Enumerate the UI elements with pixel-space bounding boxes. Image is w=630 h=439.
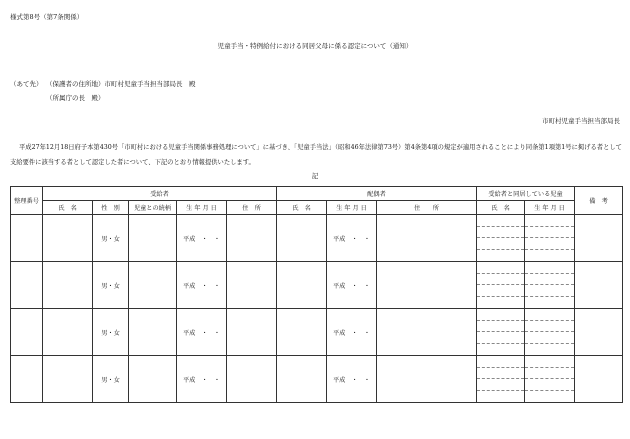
cell-haigu-address[interactable] [377,215,477,262]
cell-jukyu-birth[interactable]: 平成 ・ ・ [177,215,227,262]
cell-haigu-birth[interactable]: 平成 ・ ・ [327,262,377,309]
cell-jukyu-birth[interactable]: 平成 ・ ・ [177,262,227,309]
body-paragraph: 平成27年12月18日府子本第430号「市町村における児童手当関係事務処理について」に基づき、「児童手当法」（昭和46年法律第73号）第4条第4項の規定が適用されることにより同条第1項第1号に掲げる者として支給要件に該当する者として認定した者について、下記のとおり情報提供いたします。 [10,144,622,166]
header-child: 受給者と同居している児童 [477,187,575,201]
cell-haigu-name[interactable] [277,262,327,309]
table-row [11,262,623,309]
header-haigu: 配偶者 [277,187,477,201]
cell-haigu-name[interactable] [277,309,327,356]
header-jukyu-relation: 児童との続柄 [129,201,177,215]
cell-child-birth[interactable] [525,215,575,262]
cell-jukyu-sex[interactable]: 男・女 [93,262,129,309]
cell-jukyu-name[interactable] [43,215,93,262]
cell-jukyu-address[interactable] [227,215,277,262]
cell-biko[interactable] [575,215,623,262]
sender: 市町村児童手当担当部局長 [542,117,620,125]
header-biko: 備 考 [575,187,623,215]
table-row [11,309,623,356]
header-haigu-name: 氏 名 [277,201,327,215]
addressee-line-2: （所属庁の長 殿） [46,94,105,102]
header-child-birth: 生 年 月 日 [525,201,575,215]
table-row [11,356,623,403]
cell-seiri[interactable] [11,309,43,356]
header-haigu-address: 住 所 [377,201,477,215]
header-haigu-birth: 生 年 月 日 [327,201,377,215]
form-number: 様式第8号（第7条関係） [10,13,84,21]
cell-child-name[interactable] [477,309,525,356]
cell-haigu-address[interactable] [377,309,477,356]
header-jukyu: 受給者 [43,187,277,201]
ki-heading: 記 [311,172,319,180]
cell-haigu-name[interactable] [277,215,327,262]
cell-jukyu-address[interactable] [227,309,277,356]
cell-jukyu-birth[interactable]: 平成 ・ ・ [177,356,227,403]
cell-jukyu-name[interactable] [43,356,93,403]
cell-jukyu-relation[interactable] [129,356,177,403]
cell-child-name[interactable] [477,215,525,262]
header-jukyu-name: 氏 名 [43,201,93,215]
header-jukyu-sex: 性 別 [93,201,129,215]
cell-seiri[interactable] [11,215,43,262]
header-jukyu-birth: 生 年 月 日 [177,201,227,215]
cell-seiri[interactable] [11,262,43,309]
cell-jukyu-relation[interactable] [129,262,177,309]
cell-haigu-birth[interactable]: 平成 ・ ・ [327,215,377,262]
cell-seiri[interactable] [11,356,43,403]
cell-haigu-birth[interactable]: 平成 ・ ・ [327,309,377,356]
cell-haigu-address[interactable] [377,262,477,309]
info-table [10,186,623,403]
cell-child-name[interactable] [477,356,525,403]
cell-haigu-name[interactable] [277,356,327,403]
addressee-line-1: （保護者の住所地）市町村児童手当担当部局長 殿 [46,80,196,88]
cell-child-birth[interactable] [525,309,575,356]
cell-jukyu-address[interactable] [227,356,277,403]
cell-child-birth[interactable] [525,262,575,309]
cell-haigu-address[interactable] [377,356,477,403]
cell-biko[interactable] [575,356,623,403]
cell-jukyu-relation[interactable] [129,215,177,262]
cell-jukyu-name[interactable] [43,309,93,356]
header-seiri: 整理番号 [11,187,43,215]
cell-jukyu-address[interactable] [227,262,277,309]
cell-child-name[interactable] [477,262,525,309]
cell-child-birth[interactable] [525,356,575,403]
cell-jukyu-name[interactable] [43,262,93,309]
header-child-name: 氏 名 [477,201,525,215]
cell-jukyu-sex[interactable]: 男・女 [93,309,129,356]
cell-biko[interactable] [575,262,623,309]
cell-jukyu-sex[interactable]: 男・女 [93,356,129,403]
cell-jukyu-sex[interactable]: 男・女 [93,215,129,262]
cell-jukyu-relation[interactable] [129,309,177,356]
addressee-label: （あて先） [10,80,43,88]
cell-biko[interactable] [575,309,623,356]
table-row [11,215,623,262]
cell-jukyu-birth[interactable]: 平成 ・ ・ [177,309,227,356]
document-title: 児童手当・特例給付における同居父母に係る認定について（通知） [217,42,413,50]
header-jukyu-address: 住 所 [227,201,277,215]
cell-haigu-birth[interactable]: 平成 ・ ・ [327,356,377,403]
